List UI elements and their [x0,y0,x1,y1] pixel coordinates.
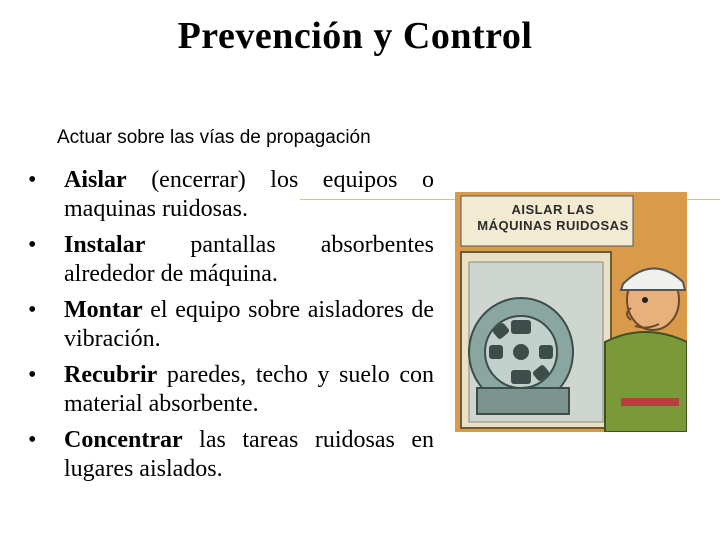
bullet-keyword: Aislar [64,167,127,193]
cartoon-illustration [455,192,687,432]
bullet-item [28,296,434,354]
bullet-item [28,361,434,419]
bullet-keyword: Recubrir [64,362,158,388]
bullet-text: las tareas ruidosas en lugares aislados. [64,427,434,482]
bullet-keyword: Concentrar [64,427,183,453]
worker-eye [642,297,648,303]
sign-text: AISLAR LAS MÁQUINAS RUIDOSAS [477,202,629,233]
worker-torso [605,332,687,432]
machine-slot [539,345,553,359]
machine-slot [511,320,531,334]
machine-base [477,388,569,414]
bullet-text: paredes, techo y suelo con material absorbente. [64,362,434,417]
machine-slot [511,370,531,384]
machine-slot [489,345,503,359]
bullet-item [28,426,434,484]
bullet-keyword: Montar [64,297,143,323]
hard-hat-icon [621,268,685,290]
worker-belt [621,398,679,406]
bullet-item [28,231,434,289]
slide-subtitle: Actuar sobre las vías de propagación [57,127,371,148]
bullet-item [28,166,434,224]
bullet-text: (encerrar) los equipos o maquinas ruidosas. [64,167,434,222]
bullet-text: pantallas absorbentes alrededor de máquina. [64,232,434,287]
bullet-keyword: Instalar [64,232,146,258]
bullet-list [28,166,434,491]
bullet-text: el equipo sobre aisladores de vibración. [64,297,434,352]
machine-hub [513,344,529,360]
slide-title: Prevención y Control [177,15,533,57]
